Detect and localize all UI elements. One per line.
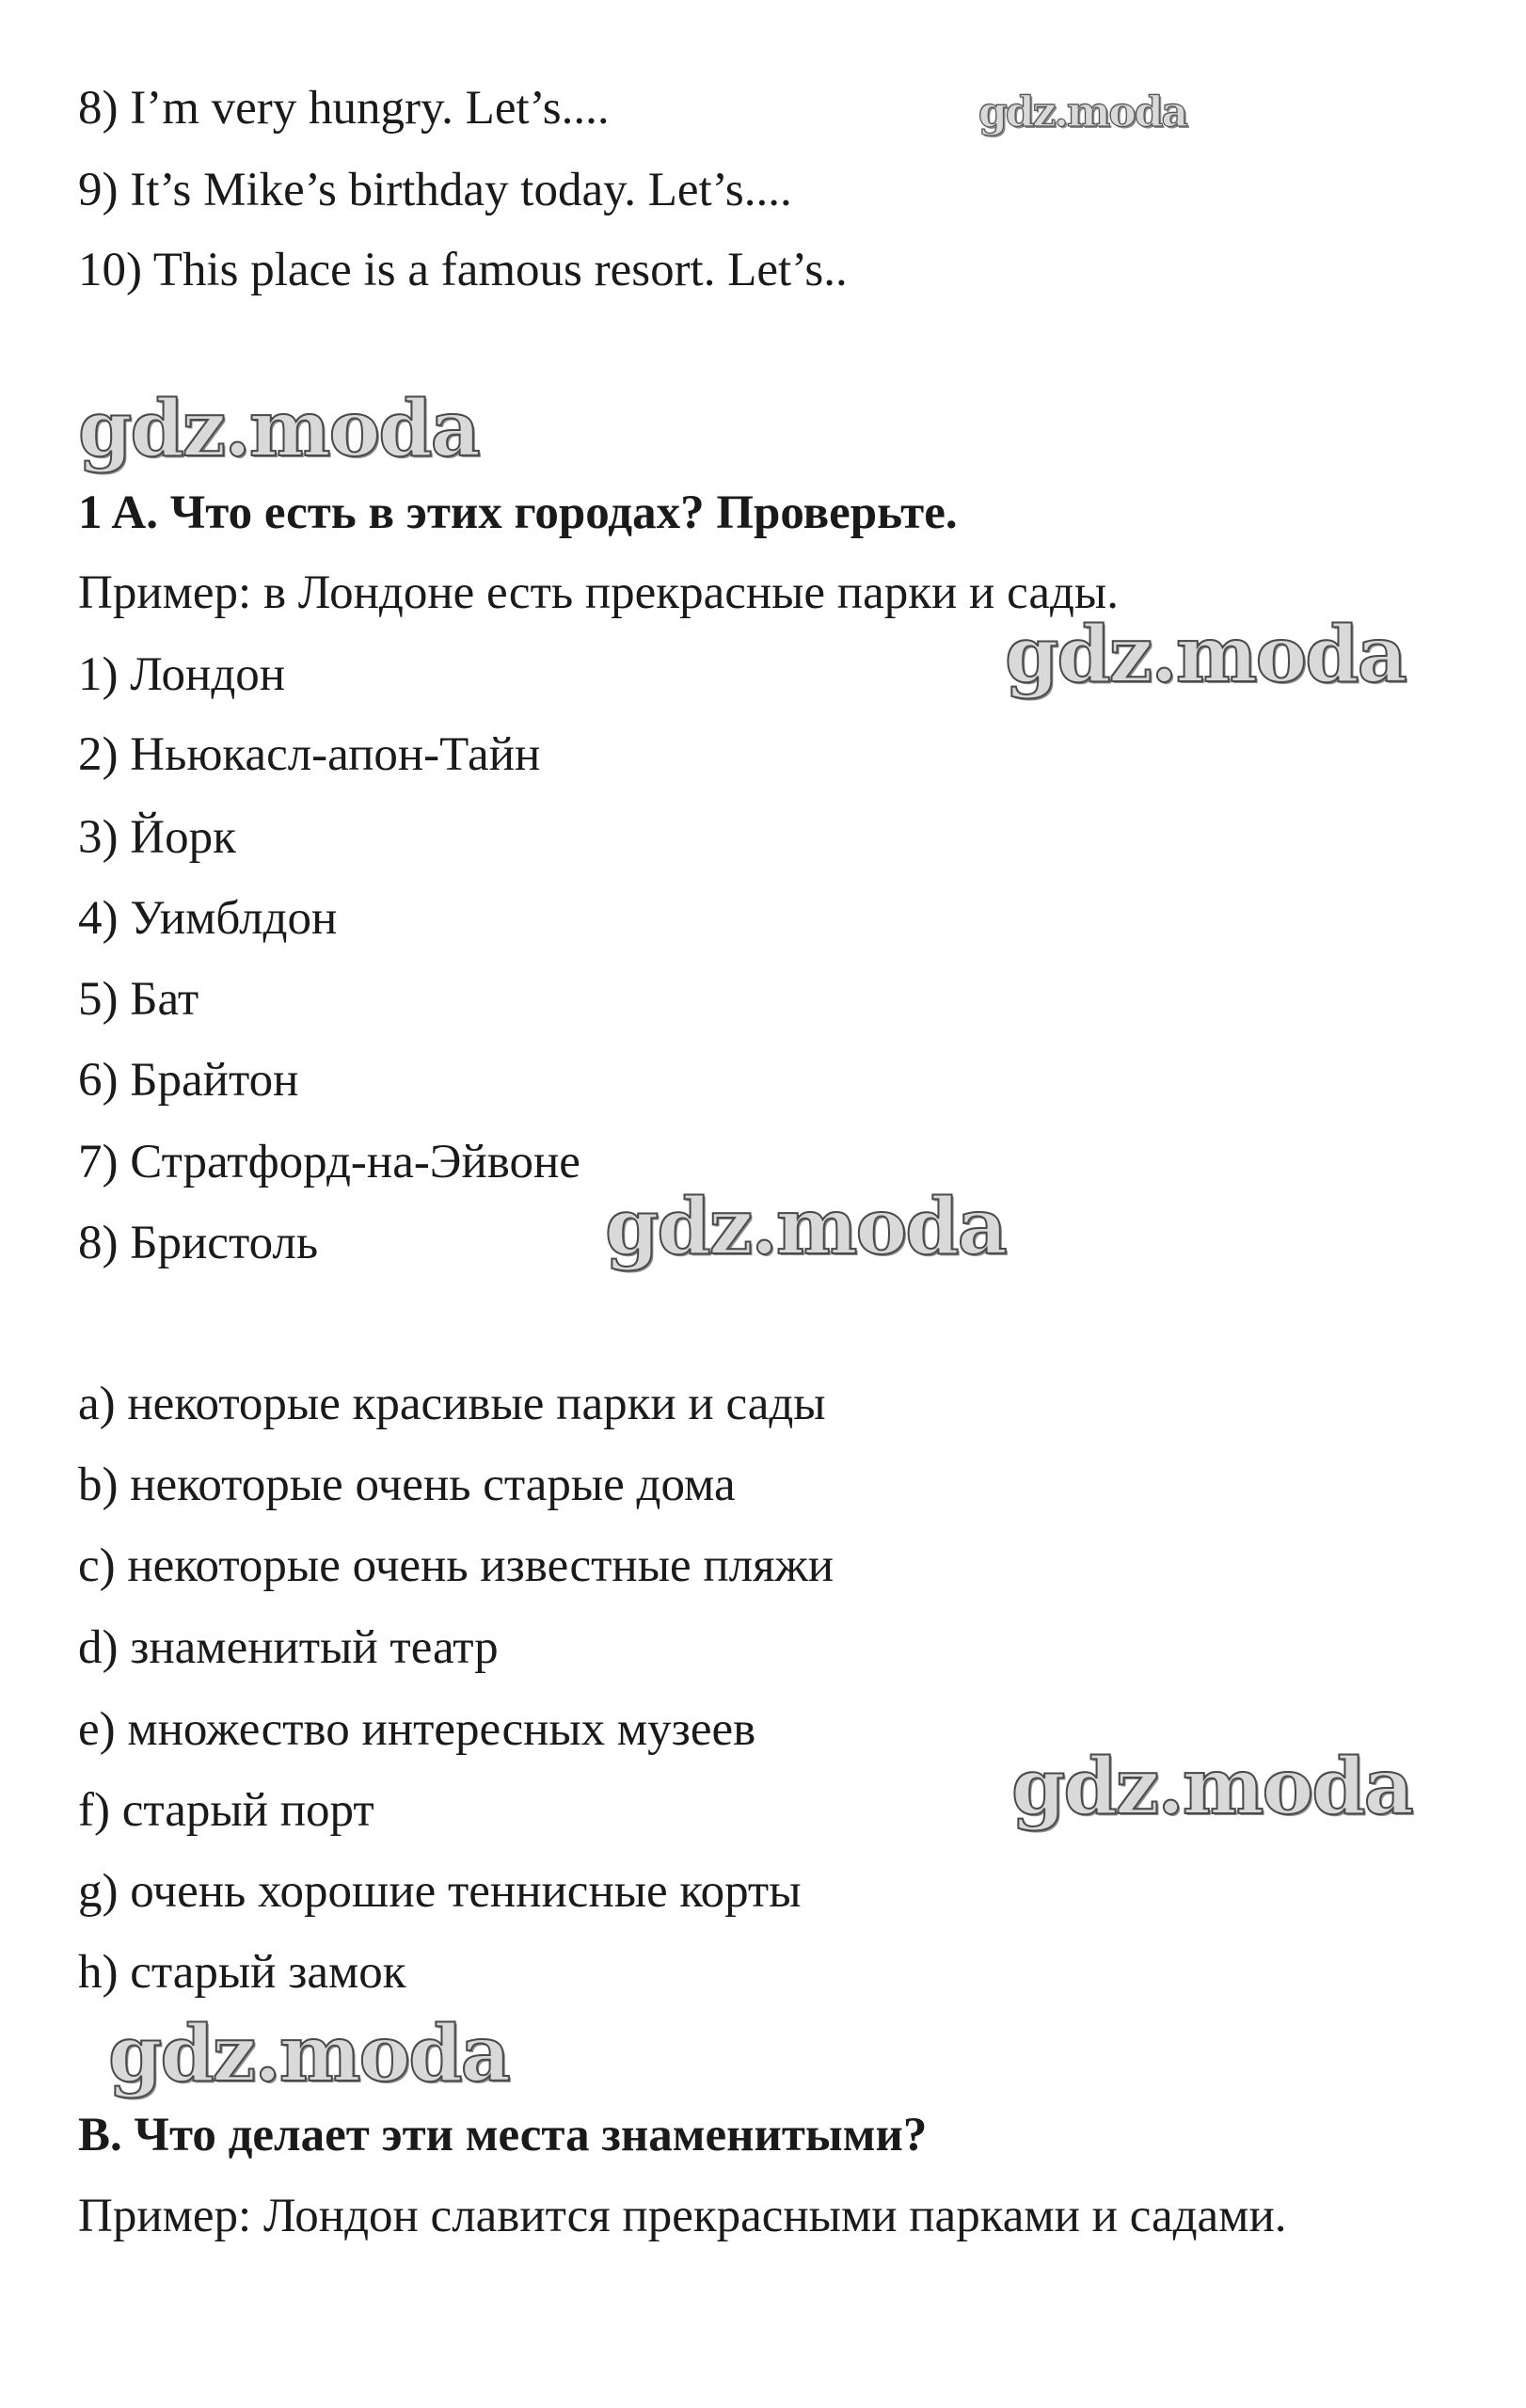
city-list-item: 8) Бристоль (78, 1217, 319, 1269)
feature-list-item: b) некоторые очень старые дома (78, 1459, 736, 1511)
watermark-logo: gdz.moda (1005, 610, 1406, 700)
feature-list-item: f) старый порт (78, 1784, 374, 1837)
section-b-heading: B. Что делает эти места знаменитыми? (78, 2109, 928, 2161)
city-list-item: 5) Бат (78, 973, 199, 1026)
feature-list-item: c) некоторые очень известные пляжи (78, 1539, 835, 1592)
exercise-item-9: 9) It’s Mike’s birthday today. Let’s.... (78, 164, 792, 216)
city-list-item: 4) Уимблдон (78, 892, 338, 945)
exercise-item-10: 10) This place is a famous resort. Let’s.. (78, 244, 848, 296)
watermark-logo: gdz.moda (78, 384, 479, 474)
city-list-item: 2) Ньюкасл-апон-Тайн (78, 728, 541, 781)
feature-list-item: d) знаменитый театр (78, 1621, 499, 1674)
city-list-item: 1) Лондон (78, 648, 286, 701)
feature-list-item: h) старый замок (78, 1946, 406, 1999)
city-list-item: 7) Стратфорд-на-Эйвоне (78, 1136, 580, 1188)
watermark-logo: gdz.moda (978, 88, 1187, 136)
section-b-example: Пример: Лондон славится прекрасными парками и садами. (78, 2190, 1287, 2242)
watermark-logo: gdz.moda (108, 2009, 509, 2099)
section-a-example: Пример: в Лондоне есть прекрасные парки и сады. (78, 566, 1119, 619)
watermark-logo: gdz.moda (1011, 1742, 1412, 1832)
city-list-item: 3) Йорк (78, 811, 236, 864)
city-list-item: 6) Брайтон (78, 1054, 299, 1107)
feature-list-item: e) множество интересных музеев (78, 1703, 756, 1756)
exercise-item-8: 8) I’m very hungry. Let’s.... (78, 82, 610, 135)
watermark-logo: gdz.moda (605, 1182, 1006, 1272)
feature-list-item: a) некоторые красивые парки и сады (78, 1378, 826, 1430)
section-a-heading: 1 A. Что есть в этих городах? Проверьте. (78, 486, 958, 539)
feature-list-item: g) очень хорошие теннисные корты (78, 1865, 802, 1918)
